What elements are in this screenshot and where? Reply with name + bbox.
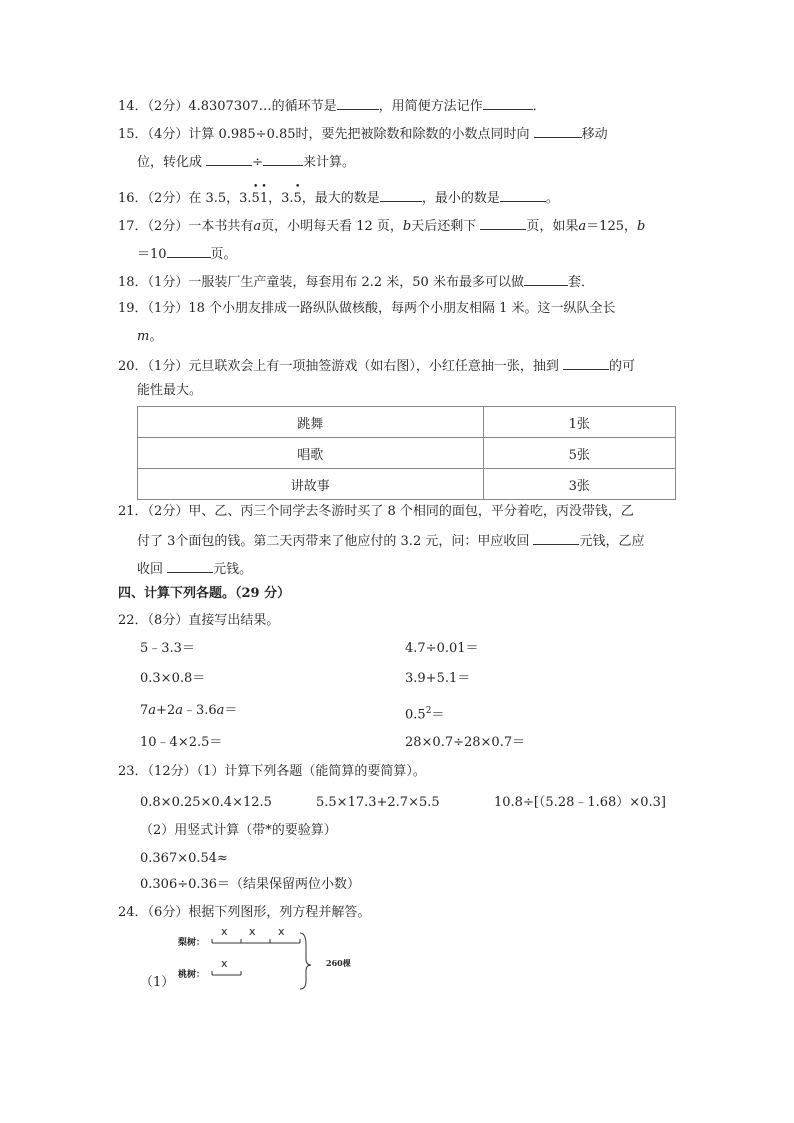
question-22: 22．（8分）直接写出结果。	[118, 613, 280, 628]
table-row	[138, 407, 676, 438]
answer-blank[interactable]	[524, 272, 568, 286]
calc-item: 28×0.7÷28×0.7＝	[405, 735, 526, 750]
calc-item: 10﹣4×2.5＝	[140, 735, 223, 750]
question-21-line2: 付了 3个面包的钱。第二天丙带来了他应付的 3.2 元，问：甲应收回 元钱，乙应	[137, 531, 645, 551]
section-heading: 四、计算下列各题。（29 分）	[118, 586, 291, 601]
question-20-line2: 能性最大。	[137, 383, 203, 398]
x-label: x	[249, 925, 256, 938]
repeating-digit: • 1	[259, 182, 269, 206]
answer-blank[interactable]	[500, 188, 546, 202]
sub-question-label: （1）	[140, 975, 175, 990]
table-row	[138, 438, 676, 469]
repeating-digit: • 5	[293, 182, 302, 206]
answer-blank[interactable]	[167, 244, 211, 258]
peach-label: 桃树：	[178, 970, 206, 980]
table-cell: 讲故事	[138, 469, 484, 500]
table-cell: 唱歌	[138, 438, 484, 469]
question-16: 16．（2分）在 3.5，3. • 5 • 1，3. • 5，最大的数是 ，最小的数是 。	[118, 182, 559, 206]
question-19: 19．（1分）18 个小朋友排成一路纵队做核酸，每两个小朋友相隔 1 米。这一纵队全长	[118, 301, 616, 316]
table-row	[138, 469, 676, 500]
answer-blank[interactable]	[263, 152, 303, 166]
pear-label: 梨树：	[178, 938, 206, 948]
table-cell: 1张	[483, 407, 675, 438]
question-21-line3: 收回 元钱。	[137, 559, 252, 579]
question-19-line2: m。	[137, 329, 163, 344]
question-17: 17．（2分）一本书共有a页，小明每天看 12 页，b天后还剩下 页，如果a＝125，b	[118, 216, 645, 236]
sub-question: （2）用竖式计算（带*的要验算）	[140, 823, 337, 838]
segment-diagram	[140, 925, 380, 995]
question-18: 18．（1分）一服装厂生产童装，每套用布 2.2 米，50 米布最多可以做 套．	[118, 272, 594, 292]
calc-item: $0.5^2=$	[405, 706, 445, 723]
question-20: 20．（1分）元旦联欢会上有一项抽签游戏（如右图），小红任意抽一张，抽到 的可	[118, 356, 635, 376]
question-17-line2: ＝10 页。	[137, 244, 237, 264]
answer-blank[interactable]	[533, 531, 579, 545]
calc-item: 0.3×0.8＝	[140, 671, 206, 686]
question-21: 21．（2分）甲、乙、丙三个同学去冬游时买了 8 个相同的面包，平分着吃，丙没带钱，乙	[118, 504, 634, 519]
calc-item: 5.5×17.3+2.7×5.5	[316, 795, 440, 810]
calc-item: 0.8×0.25×0.4×12.5	[140, 795, 272, 810]
question-14: 14．（2分）4.8307307…的循环节是 ，用简便方法记作 ．	[118, 96, 546, 116]
answer-blank[interactable]	[380, 188, 422, 202]
calc-item: 4.7÷0.01＝	[405, 641, 479, 656]
table-cell: 5张	[483, 438, 675, 469]
total-label: 260棵	[326, 958, 351, 968]
answer-blank[interactable]	[337, 96, 379, 110]
table-cell: 跳舞	[138, 407, 484, 438]
calc-item: 3.9+5.1＝	[405, 671, 471, 686]
answer-blank[interactable]	[167, 559, 213, 573]
calc-item: 0.367×0.54≈	[140, 851, 228, 866]
question-24: 24．（6分）根据下列图形，列方程并解答。	[118, 905, 371, 920]
calc-item: 7a+2a﹣3.6a＝	[140, 703, 238, 718]
question-15-line2: 位，转化成 ÷ 来计算。	[137, 152, 355, 172]
answer-blank[interactable]	[206, 152, 252, 166]
question-15: 15．（4分）计算 0.985÷0.85时，要先把被除数和除数的小数点同时向 移动	[118, 124, 608, 144]
question-23: 23．（12分）（1）计算下列各题（能简算的要简算）。	[118, 764, 426, 779]
calc-item: 5﹣3.3＝	[140, 641, 195, 656]
x-label: x	[221, 957, 228, 970]
answer-blank[interactable]	[563, 356, 609, 370]
answer-blank[interactable]	[534, 124, 582, 138]
table-cell: 3张	[483, 469, 675, 500]
answer-blank[interactable]	[483, 96, 533, 110]
repeating-digit: • 5	[251, 182, 260, 206]
lottery-table	[137, 406, 676, 500]
x-label: x	[221, 925, 228, 938]
calc-item: 0.306÷0.36＝（结果保留两位小数）	[140, 877, 361, 892]
answer-blank[interactable]	[480, 216, 526, 230]
x-label: x	[278, 925, 285, 938]
calc-item: 10.8÷[（5.28﹣1.68）×0.3]	[494, 795, 666, 810]
